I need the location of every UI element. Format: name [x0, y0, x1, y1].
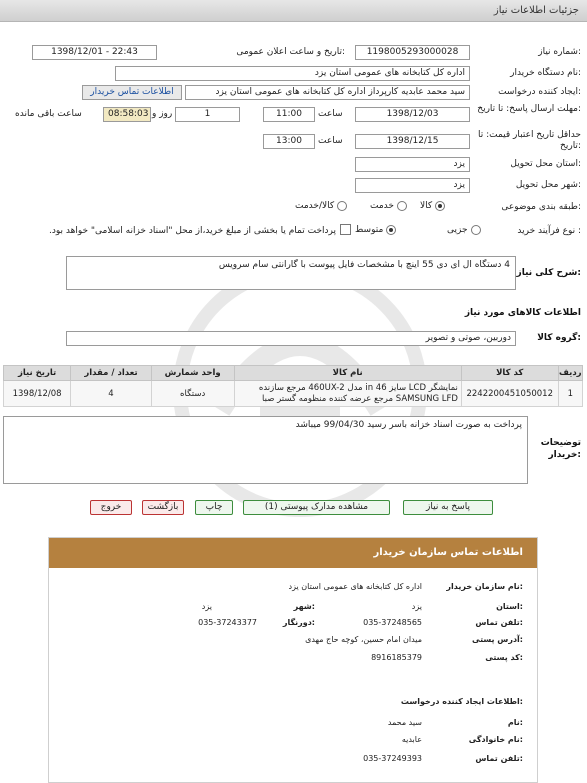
- table-row: [4, 381, 583, 407]
- days-label: روز و: [152, 109, 173, 119]
- buyer-label: نام دستگاه خریدار:: [510, 68, 581, 78]
- announce-field: 1398/12/01 - 22:43: [32, 45, 157, 60]
- col-name: نام کالا: [234, 366, 461, 381]
- col-code: کد کالا: [461, 366, 558, 381]
- address-value: میدان امام حسین، کوچه حاج مهدی: [305, 635, 422, 644]
- org-label: نام سازمان خریدار:: [446, 582, 523, 591]
- cell-name: نمایشگر LCD سایز 46 in مدل 460UX-2 مرجع سازنده SAMSUNG LFD مرجع عرضه کننده منظومه گستر صبا: [234, 381, 461, 407]
- purchase-option-medium[interactable]: [355, 225, 396, 235]
- col-unit: واحد شمارش: [151, 366, 234, 381]
- cell-row: 1: [558, 381, 582, 407]
- creator-phone-label: تلفن تماس:: [475, 754, 523, 763]
- category-label: طبقه بندی موضوعی:: [501, 202, 581, 212]
- province-contact-value: یزد: [411, 602, 422, 611]
- creator-label: ایجاد کننده درخواست:: [498, 87, 581, 97]
- category-option-goods[interactable]: [420, 201, 445, 211]
- city-contact-label: شهر:: [293, 602, 315, 611]
- purchase-option-label: جزیی: [447, 225, 468, 235]
- summary-textarea: 4 دستگاه ال ای دی 55 اینچ با مشخصات فایل پیوست با گارانتی سام سرویس: [66, 256, 516, 290]
- validity-time-label: ساعت: [318, 136, 343, 146]
- radio-icon[interactable]: [337, 201, 347, 211]
- cell-qty: 4: [71, 381, 152, 407]
- category-option-label: کالا: [420, 201, 433, 211]
- remaining-time-field: 08:58:03: [103, 107, 151, 122]
- announce-label: تاریخ و ساعت اعلان عمومی:: [236, 47, 345, 57]
- deadline-time-label: ساعت: [318, 109, 343, 119]
- purchase-type-label: نوع فرآیند خرید :: [517, 226, 581, 236]
- goods-table-header: [4, 366, 583, 381]
- province-contact-label: استان:: [496, 602, 523, 611]
- fax-label: دورنگار:: [282, 618, 315, 627]
- creator-field: سید محمد عابدیه کارپرداز اداره کل کتابخانه های عمومی استان یزد: [185, 85, 470, 100]
- name-label: نام:: [507, 718, 523, 727]
- province-field: یزد: [355, 157, 470, 172]
- postal-label: کد پستی:: [485, 653, 523, 662]
- fax-value: 035-37243377: [198, 618, 257, 627]
- cell-date: 1398/12/08: [4, 381, 71, 407]
- purchase-option-minor[interactable]: [447, 225, 481, 235]
- goods-group-field: دوربین، صوتی و تصویر: [66, 331, 516, 346]
- creator-info-title: اطلاعات ایجاد کننده درخواست:: [400, 697, 523, 706]
- buyer-contact-link[interactable]: اطلاعات تماس خریدار: [82, 85, 182, 100]
- contact-card: [48, 537, 538, 783]
- deadline-label: مهلت ارسال پاسخ: تا تاریخ:: [477, 104, 581, 114]
- city-label: شهر محل تحویل:: [515, 180, 581, 190]
- print-button[interactable]: چاپ: [195, 500, 233, 515]
- cell-code: 2242200451050012: [461, 381, 558, 407]
- buyer-notes-label: توضیحات خریدار:: [540, 438, 581, 460]
- buyer-field: اداره کل کتابخانه های عمومی استان یزد: [115, 66, 470, 81]
- validity-date-field: 1398/12/15: [355, 134, 470, 149]
- exit-button[interactable]: خروج: [90, 500, 132, 515]
- category-option-both[interactable]: [295, 201, 347, 211]
- province-label: استان محل تحویل:: [510, 159, 581, 169]
- cell-unit: دستگاه: [151, 381, 234, 407]
- address-label: آدرس پستی:: [472, 635, 523, 644]
- goods-group-label: گروه کالا:: [537, 333, 581, 343]
- phone-label: تلفن تماس:: [475, 618, 523, 627]
- postal-value: 8916185379: [371, 653, 422, 662]
- page-title: جزئیات اطلاعات نیاز: [493, 5, 579, 16]
- city-field: یزد: [355, 178, 470, 193]
- goods-table: [3, 365, 583, 407]
- buyer-notes-textarea: پرداخت به صورت اسناد خزانه باسر رسید 99/04/30 میباشد: [3, 416, 528, 484]
- view-docs-button[interactable]: مشاهده مدارک پیوستی (1): [243, 500, 390, 515]
- remaining-label: ساعت باقی مانده: [15, 109, 82, 119]
- family-value: عابدیه: [401, 735, 422, 744]
- deadline-date-field: 1398/12/03: [355, 107, 470, 122]
- deadline-time-field: 11:00: [263, 107, 315, 122]
- city-contact-value: یزد: [201, 602, 212, 611]
- col-date: تاریخ نیاز: [4, 366, 71, 381]
- payment-note: پرداخت تمام یا بخشی از مبلغ خرید،از محل "اسناد خزانه اسلامی" خواهد بود.: [48, 226, 336, 236]
- summary-label: شرح کلی نیاز:: [516, 268, 581, 278]
- purchase-option-label: متوسط: [355, 225, 384, 235]
- days-field: 1: [175, 107, 240, 122]
- radio-selected-icon[interactable]: [435, 201, 445, 211]
- validity-label: حداقل تاریخ اعتبار قیمت: تا تاریخ:: [478, 130, 581, 151]
- back-button[interactable]: بازگشت: [142, 500, 184, 515]
- category-option-label: خدمت: [370, 201, 394, 211]
- org-value: اداره کل کتابخانه های عمومی استان یزد: [288, 582, 422, 591]
- reply-button[interactable]: پاسخ به نیاز: [403, 500, 493, 515]
- category-option-service[interactable]: [370, 201, 407, 211]
- radio-selected-icon[interactable]: [386, 225, 396, 235]
- need-number-label: شماره نیاز:: [538, 47, 581, 57]
- title-bar: [0, 0, 587, 22]
- name-value: سید محمد: [387, 718, 422, 727]
- need-number-field: 1198005293000028: [355, 45, 470, 60]
- treasury-checkbox[interactable]: [340, 224, 351, 235]
- radio-icon[interactable]: [397, 201, 407, 211]
- contact-card-title: اطلاعات تماس سازمان خریدار: [49, 538, 537, 568]
- goods-section-title: اطلاعات کالاهای مورد نیاز: [464, 308, 581, 318]
- validity-time-field: 13:00: [263, 134, 315, 149]
- radio-icon[interactable]: [471, 225, 481, 235]
- col-qty: تعداد / مقدار: [71, 366, 152, 381]
- creator-phone-value: 035-37249393: [363, 754, 422, 763]
- col-row: ردیف: [558, 366, 582, 381]
- category-option-label: کالا/خدمت: [295, 201, 335, 211]
- family-label: نام خانوادگی:: [468, 735, 523, 744]
- phone-value: 035-37248565: [363, 618, 422, 627]
